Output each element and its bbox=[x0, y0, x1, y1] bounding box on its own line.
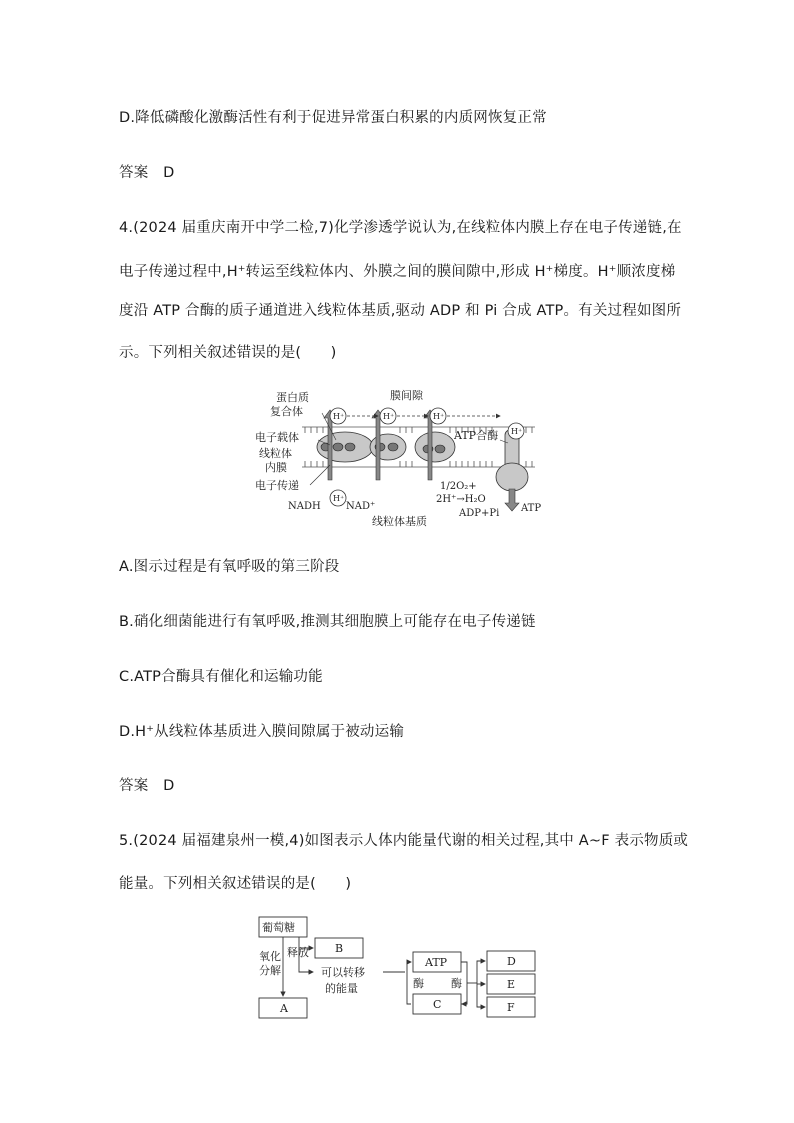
q3-answer: 答案 D bbox=[119, 165, 175, 181]
label-atp: ATP bbox=[521, 503, 542, 514]
label-b: B bbox=[335, 942, 344, 955]
q4-option-c: C.ATP合酶具有催化和运输功能 bbox=[119, 669, 323, 685]
q4-answer: 答案 D bbox=[119, 778, 175, 794]
label-enzyme-left: 酶 bbox=[413, 977, 424, 990]
q5-stem-line-1: 5.(2024 届福建泉州一模,4)如图表示人体内能量代谢的相关过程,其中 A~F 表示物质或 bbox=[119, 833, 689, 849]
electron-transport-figure bbox=[250, 385, 550, 535]
label-protein-complex-2: 复合体 bbox=[270, 405, 303, 418]
h-plus-label: H⁺ bbox=[383, 412, 395, 421]
label-oxidize-2: 分解 bbox=[259, 964, 281, 977]
label-matrix: 线粒体基质 bbox=[372, 515, 427, 528]
q4-option-a: A.图示过程是有氧呼吸的第三阶段 bbox=[119, 559, 340, 575]
label-glucose: 葡萄糖 bbox=[262, 921, 295, 934]
label-inner-membrane-1: 线粒体 bbox=[259, 447, 292, 460]
q4-option-d: D.H⁺从线粒体基质进入膜间隙属于被动运输 bbox=[119, 724, 405, 740]
label-adp: ADP+Pi bbox=[459, 508, 500, 519]
label-transfer-1: 可以转移 bbox=[321, 966, 365, 979]
atp-synthase-head bbox=[496, 463, 528, 491]
label-nad: NAD⁺ bbox=[346, 501, 376, 512]
q3-option-d: D.降低磷酸化激酶活性有利于促进异常蛋白积累的内质网恢复正常 bbox=[119, 110, 547, 126]
q4-stem-line-4: 示。下列相关叙述错误的是( ) bbox=[119, 345, 337, 361]
h-plus-label: H⁺ bbox=[333, 412, 345, 421]
q4-stem-line-1: 4.(2024 届重庆南开中学二检,7)化学渗透学说认为,在线粒体内膜上存在电子传递链,在 bbox=[119, 220, 682, 236]
label-d: D bbox=[507, 955, 516, 968]
protein-complex-3 bbox=[415, 432, 455, 462]
label-oxidize-1: 氧化 bbox=[259, 950, 281, 963]
label-release: 释放 bbox=[287, 946, 309, 959]
h-plus-label: H⁺ bbox=[433, 412, 445, 421]
label-f: F bbox=[507, 1001, 515, 1014]
h-plus-label: H⁺ bbox=[333, 494, 345, 503]
label-atp: ATP bbox=[425, 956, 448, 969]
label-electron-carrier: 电子载体 bbox=[255, 431, 299, 444]
label-e: E bbox=[507, 978, 516, 991]
label-enzyme-right: 酶 bbox=[451, 977, 462, 990]
q4-option-b: B.硝化细菌能进行有氧呼吸,推测其细胞膜上可能存在电子传递链 bbox=[119, 614, 536, 630]
q4-stem-line-2: 电子传递过程中,H⁺转运至线粒体内、外膜之间的膜间隙中,形成 H⁺梯度。H⁺顺浓度梯 bbox=[119, 264, 676, 280]
label-c: C bbox=[433, 998, 442, 1011]
label-nadh: NADH bbox=[288, 501, 321, 512]
atp-down-arrow bbox=[505, 489, 519, 511]
h-plus-label: H⁺ bbox=[511, 427, 523, 436]
energy-metabolism-figure bbox=[255, 912, 545, 1024]
label-a: A bbox=[280, 1002, 288, 1015]
label-transfer-2: 的能量 bbox=[325, 982, 358, 995]
label-inner-membrane-2: 内膜 bbox=[265, 461, 287, 474]
q4-stem-line-3: 度沿 ATP 合酶的质子通道进入线粒体基质,驱动 ADP 和 Pi 合成 ATP。有关过程如图所 bbox=[119, 303, 682, 319]
q5-stem-line-2: 能量。下列相关叙述错误的是( ) bbox=[119, 876, 352, 892]
label-electron-transfer: 电子传递 bbox=[255, 479, 299, 492]
label-o2: 1/2O₂+ bbox=[440, 481, 477, 492]
label-protein-complex-1: 蛋白质 bbox=[276, 391, 309, 404]
label-h2o: 2H⁺→H₂O bbox=[436, 494, 486, 505]
label-intermembrane: 膜间隙 bbox=[390, 389, 423, 402]
label-atp-synthase: ATP合酶 bbox=[454, 429, 499, 442]
